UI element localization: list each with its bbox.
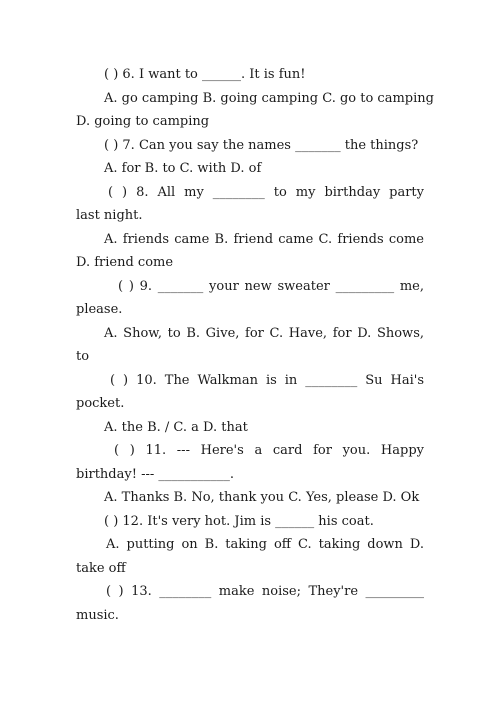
question-12-options-cont: take off — [76, 561, 126, 576]
question-9-options-cont: to — [76, 349, 90, 364]
question-7-options: A. for B. to C. with D. of — [104, 161, 262, 176]
question-10-options: A. the B. / C. a D. that — [104, 420, 248, 435]
question-11-stem: ( ) 11. --- Here's a card for you. Happy — [114, 443, 424, 458]
question-8-options: A. friends came B. friend came C. friends come — [104, 232, 424, 247]
question-13-stem-cont: music. — [76, 608, 119, 623]
question-6-options: A. go camping B. going camping C. go to camping — [104, 91, 434, 106]
question-9-stem-cont: please. — [76, 302, 123, 317]
question-12-options: A. putting on B. taking off C. taking down D. — [106, 537, 424, 552]
question-13-stem: ( ) 13. ________ make noise; They're _________ — [106, 584, 424, 599]
question-8-options-cont: D. friend come — [76, 255, 174, 270]
question-10-stem: ( ) 10. The Walkman is in ________ Su Hai's — [110, 373, 424, 388]
question-11-stem-cont: birthday! --- ___________. — [76, 467, 235, 482]
question-8-stem: ( ) 8. All my ________ to my birthday party — [108, 185, 424, 200]
question-6-options-cont: D. going to camping — [76, 114, 210, 129]
question-9-options: A. Show, to B. Give, for C. Have, for D. Shows, — [104, 326, 424, 341]
question-6-stem: ( ) 6. I want to ______. It is fun! — [104, 67, 306, 82]
question-8-stem-cont: last night. — [76, 208, 143, 223]
question-9-stem: ( ) 9. _______ your new sweater _________ me, — [118, 279, 424, 294]
question-12-stem: ( ) 12. It's very hot. Jim is ______ his coat. — [104, 514, 374, 529]
question-10-stem-cont: pocket. — [76, 396, 125, 411]
question-11-options: A. Thanks B. No, thank you C. Yes, please D. Ok — [104, 490, 420, 505]
question-7-stem: ( ) 7. Can you say the names _______ the things? — [104, 138, 419, 153]
